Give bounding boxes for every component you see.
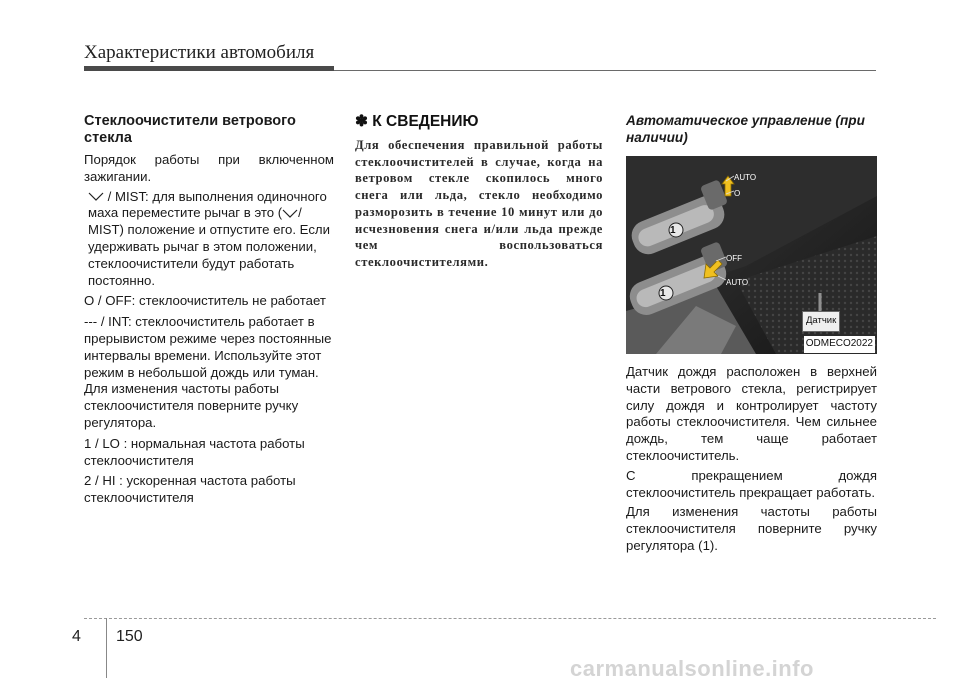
wipers-section [84,113,334,511]
item-desc: стеклоочиститель не работает [138,293,326,309]
item-term: 2 / HI : [84,473,123,489]
item-term: / MIST: [107,188,149,204]
wiper-control-figure [626,156,877,354]
item-term: 1 / LO : [84,435,128,451]
item-desc: / MIST) положение и отпустите его. Если удерживать рычаг в этом положении, стеклоочистители будут работать постоянно. [88,205,330,288]
footer-rule [84,618,936,619]
header-rule [334,70,876,71]
wiper-mist-icon [88,192,104,202]
wiper-mist-icon [282,209,298,219]
callout-number: 1 [670,225,676,236]
item-term: --- / INT: [84,314,132,330]
body-paragraph: Датчик дождя расположен в верхней части ветрового стекла, регистрирует силу дождя и контролирует частоту работы стеклоочистителя. Чем сильнее дождь, тем чаще работает стеклоочиститель. [626,364,877,463]
auto-control-section [626,113,877,558]
label-off: OFF [726,254,742,263]
body-paragraph: С прекращением дождя стеклоочиститель прекращает работать. [626,467,877,500]
off-item [84,293,334,310]
item-desc: для выполнения одиночного маха переместите рычаг в это ( [88,188,327,221]
figure-code: ODMECO2022 [804,336,875,353]
callout-number: 1 [660,288,666,299]
label-sensor: Датчик [802,311,840,332]
item-desc: ускоренная частота работы стеклоочистителя [84,473,296,506]
section-title: Автоматическое управление (при наличии) [626,113,865,145]
page-number: 150 [116,628,143,645]
header-bar [84,66,334,71]
mist-item [84,189,334,290]
page-number-separator [106,618,107,678]
item-desc: стеклоочиститель работает в прерывистом режиме через постоянные интервалы времени. Используйте этот режим в небольшой дождь или туман. Для изменения частоты работы стеклоочистителя поверните ручку регулятора. [84,314,332,430]
lo-item [84,436,334,470]
note-section [355,113,603,271]
int-item [84,314,334,432]
note-title: ✽ К СВЕДЕНИЮ [355,113,479,130]
label-auto-bottom: AUTO [726,278,749,287]
hi-item [84,473,334,507]
chapter-number: 4 [72,628,81,645]
note-body: Для обеспечения правильной работы стеклоочистителей в случае, когда на ветровом стекле скопилось много снега или льда, стекло необходимо разморозить в течение 10 минут или до исчезновения снега и/или льда прежде чем воспользоваться стеклоочистителями. [355,138,603,269]
label-auto-top: AUTO [734,173,757,182]
intro-paragraph: Порядок работы при включенном зажигании. [84,152,334,184]
item-desc: нормальная частота работы стеклоочистителя [84,435,305,468]
watermark-text: carmanualsonline.info [570,656,814,681]
page-header-title: Характеристики автомобиля [84,42,315,63]
item-term: O / OFF: [84,293,136,309]
section-title: Стеклоочистители ветрового стекла [84,113,296,146]
body-paragraph: Для изменения частоты работы стеклоочистителя поверните ручку регулятора (1). [626,504,877,553]
label-o: O [734,189,741,198]
